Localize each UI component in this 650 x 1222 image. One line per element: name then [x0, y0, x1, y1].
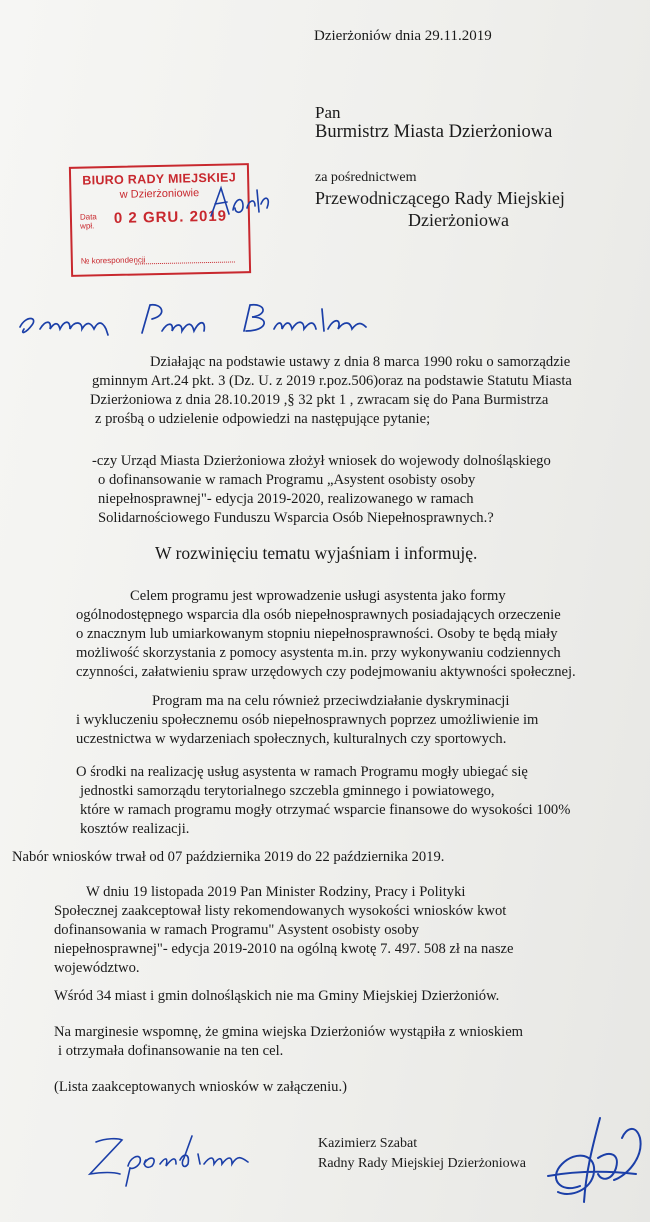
- addressee-salutation: Pan: [315, 103, 341, 122]
- paragraph-attachment: [54, 1078, 347, 1097]
- signer-name: Kazimierz Szabat: [318, 1136, 418, 1151]
- text-line: Na marginesie wspomnę, że gmina wiejska Dzierżoniów wystąpiła z wnioskiem: [54, 1024, 524, 1040]
- text-line: gminnym Art.24 pkt. 3 (Dz. U. z 2019 r.poz.506)oraz na podstawie Statutu Miasta: [92, 373, 572, 389]
- handwritten-closing: [80, 1128, 270, 1188]
- via-label: za pośrednictwem: [315, 170, 417, 185]
- handwritten-salutation: [12, 295, 382, 345]
- stamp-office: BIURO RADY MIEJSKIEJ: [82, 170, 237, 188]
- text-line: Program ma na celu również przeciwdziałanie dyskryminacji: [152, 693, 510, 709]
- text-line: niepełnosprawnej"- edycja 2019-2020, realizowanego w ramach: [98, 491, 474, 507]
- text-line: z prośbą o udzielenie odpowiedzi na następujące pytanie;: [95, 411, 431, 427]
- via-title-line2: Dzierżoniowa: [408, 210, 509, 230]
- text-line: niepełnosprawnej"- edycja 2019-2010 na ogólną kwotę 7. 497. 508 zł na nasze: [54, 941, 514, 957]
- text-line: jednostki samorządu terytorialnego szczebla gminnego i powiatowego,: [80, 783, 495, 799]
- text-line: kosztów realizacji.: [80, 821, 190, 837]
- section-heading: W rozwinięciu tematu wyjaśniam i informuję.: [155, 543, 478, 563]
- text-line: o dofinansowanie w ramach Programu „Asystent osobisty osoby: [98, 472, 476, 488]
- paragraph-program-aim: [76, 692, 538, 749]
- stamp-date-value: 0 2 GRU. 2019: [113, 207, 228, 227]
- text-line: -czy Urząd Miasta Dzierżoniowa złożył wniosek do wojewody dolnośląskiego: [92, 453, 551, 469]
- paragraph-application-period: [12, 848, 444, 867]
- text-line: województwo.: [54, 960, 140, 976]
- place-date: Dzierżoniów dnia 29.11.2019: [314, 28, 492, 44]
- via-title-line1: Przewodniczącego Rady Miejskiej: [315, 188, 565, 208]
- text-line: i wykluczeniu społecznemu osób niepełnosprawnych poprzez umożliwienie im: [76, 712, 539, 728]
- stamp-ref-label: № korespondencji: [80, 255, 146, 266]
- paragraph-minister-decision: [54, 883, 513, 978]
- text-line: czynności, załatwieniu spraw urzędowych czy podejmowaniu aktywności społecznej.: [76, 664, 576, 680]
- text-line: uczestnictwa w wydarzeniach społecznych, kulturalnych czy sportowych.: [76, 731, 507, 747]
- paragraph-program-goal: [76, 587, 576, 682]
- stamp-city: w Dzierżoniowie: [119, 187, 200, 201]
- text-line: ogólnodostępnego wsparcia dla osób niepełnosprawnych posiadających orzeczenie: [76, 607, 561, 623]
- text-line: które w ramach programu mogły otrzymać wsparcie finansowe do wysokości 100%: [80, 802, 571, 818]
- text-line: Solidarnościowego Funduszu Wsparcia Osób Niepełnosprawnych.?: [98, 510, 494, 526]
- text-line: Nabór wniosków trwał od 07 października 2019 do 22 października 2019.: [12, 849, 445, 865]
- paragraph-funding: [76, 763, 570, 839]
- paragraph-intro: [90, 353, 572, 429]
- signature-block: [318, 1134, 526, 1174]
- text-line: W dniu 19 listopada 2019 Pan Minister Rodziny, Pracy i Polityki: [86, 884, 466, 900]
- text-line: o znacznym lub umiarkowanym stopniu niepełnosprawności. Osoby te będą miały: [76, 626, 558, 642]
- text-line: Dzierżoniowa z dnia 28.10.2019 ,§ 32 pkt 1 , zwracam się do Pana Burmistrza: [90, 392, 549, 408]
- text-line: Celem programu jest wprowadzenie usługi asystenta jako formy: [130, 588, 506, 604]
- addressee-title: Burmistrz Miasta Dzierżoniowa: [315, 122, 553, 142]
- question-block: [90, 452, 551, 528]
- text-line: możliwość skorzystania z pomocy asystenta m.in. przy wykonywaniu codziennych: [76, 645, 561, 661]
- stamp-initials-signature: [205, 180, 275, 225]
- text-line: dofinansowania w ramach Programu" Asystent osobisty osoby: [54, 922, 420, 938]
- text-line: i otrzymała dofinansowanie na ten cel.: [58, 1043, 284, 1059]
- stamp-ref-line: [135, 261, 235, 264]
- text-line: (Lista zaakceptowanych wniosków w załączeniu.): [54, 1079, 347, 1095]
- text-line: Społecznej zaakceptował listy rekomendowanych wysokości wniosków kwot: [54, 903, 507, 919]
- text-line: Działając na podstawie ustawy z dnia 8 marca 1990 roku o samorządzie: [150, 354, 571, 370]
- handwritten-signature: [540, 1098, 648, 1208]
- text-line: O środki na realizację usług asystenta w ramach Programu mogły ubiegać się: [76, 764, 528, 780]
- stamp-date-label: Data wpł.: [79, 212, 97, 231]
- text-line: Wśród 34 miast i gmin dolnośląskich nie ma Gminy Miejskiej Dzierżoniów.: [54, 988, 500, 1004]
- signer-title: Radny Rady Miejskiej Dzierżoniowa: [318, 1156, 527, 1171]
- paragraph-rural-commune: [54, 1023, 523, 1061]
- paragraph-result: [54, 987, 499, 1006]
